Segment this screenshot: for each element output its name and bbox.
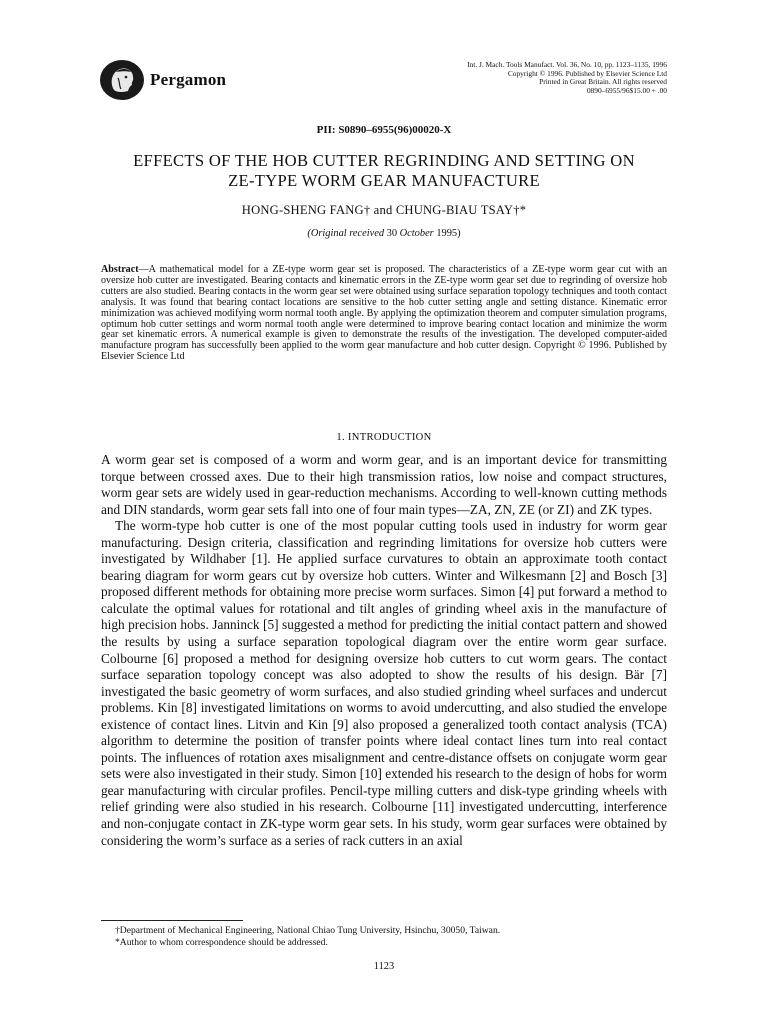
footnote-correspondence: *Author to whom correspondence should be addressed. (115, 936, 328, 948)
pii: PII: S0890–6955(96)00020-X (316, 124, 452, 136)
authors: HONG-SHENG FANG† and CHUNG-BIAU TSAY†* (241, 203, 527, 217)
received-date (0, 228, 768, 239)
paper-title (60, 151, 708, 191)
journal-issn: 0890–6955/96$15.00 + .00 (586, 86, 667, 96)
publisher-logo (100, 60, 226, 100)
received-month: October (399, 228, 434, 239)
abstract (101, 265, 667, 363)
section-heading: 1. INTRODUCTION (336, 432, 432, 443)
paragraph: The worm-type hob cutter is one of the most popular cutting tools used in industry for worm gear manufacturing. Design criteria, classification and regrinding limitations for oversize hob cutters were investigated by Wildhaber [1]. He applied surface curvatures to obtain an approximate tooth contact bearing diagram for worm gears cut by oversize hob cutters. Winter and Wilkesmann [2] and Bosch [3] proposed different methods for obtaining more precise worm surfaces. Simon [4] put forward a method to calculate the optimal values for rotational and tilt angles of grinding wheel axis in the manufacture of high precision hobs. Janninck [5] suggested a method for predicting the initial contact pattern and showed the results by using a surface separation topological diagram over the entire worm gear surface. Colbourne [6] proposed a method for designing oversize hob cutters to cut worm gears. The contact surface separation topology concept was also adopted to show the results of his design. Bär [7] investigated the basic geometry of worm surfaces, and also studied grinding wheel surfaces and undercut problems. Kin [8] investigated limitations on worms to avoid undercutting, and also studied the envelope existence of contact lines. Litvin and Kin [9] also proposed a generalized tooth contact analysis (TCA) algorithm to determine the position of transfer points where ideal contact lines turn into real contact points. The influences of rotation axes misalignment and centre-distance offsets on conjugate worm gear sets were also investigated in their study. Simon [10] extended his research to the design of hobs for worm gear manufacturing with circular profiles. Pencil-type milling cutters and disk-type grinding wheels with relief grinding were also studied in his research. Colbourne [11] investigated undercutting, interference and non-conjugate contact in ZK-type worm gear sets. In his study, worm gear surfaces were obtained by considering the worm’s surface as a series of rack cutters in an axial (101, 518, 667, 848)
footnote-affiliation: †Department of Mechanical Engineering, National Chiao Tung University, Hsinchu, 30050, Taiwan. (115, 925, 501, 936)
title-line: ZE-TYPE WORM GEAR MANUFACTURE (228, 171, 540, 190)
received-prefix: (Original received (307, 228, 385, 239)
pergamon-head-icon (100, 60, 144, 100)
paragraph: A worm gear set is composed of a worm and worm gear, and is an important device for transmitting torque between crossed axes. Due to their high transmission ratios, low noise and compact structures, worm gear sets are widely used in gear-reduction mechanisms. According to well-known cutting methods and DIN standards, worm gear sets fall into one of four main types—ZA, ZN, ZE (or ZI) and ZK types. (101, 452, 667, 517)
journal-copyright: Copyright © 1996. Published by Elsevier Science Ltd (507, 68, 667, 78)
received-year: 1995) (436, 228, 461, 239)
journal-printed: Printed in Great Britain. All rights reserved (539, 77, 667, 87)
title-line: EFFECTS OF THE HOB CUTTER REGRINDING AND SETTING ON (133, 151, 635, 170)
body-text (101, 452, 667, 849)
journal-citation: Int. J. Mach. Tools Manufact. Vol. 36, No. 10, pp. 1123–1135, 1996 (467, 60, 667, 69)
abstract-text: —A mathematical model for a ZE-type worm gear set is proposed. The characteristics of a ZE-type worm gear cut with an oversize hob cutter are investigated. Bearing contacts and kinematic errors in the ZE-type worm gear set due to regrinding of oversize hob cutters are also studied. Bearing contacts in the worm gear set were obtained using surface separation topology techniques and tooth contact analysis. It was found that bearing contact locations are sensitive to the hob cutter setting angle and setting distance. Kinematic error minimization was achieved modifying worm normal tooth angle. By applying the optimization theorem and computer simulation programs, optimum hob cutter settings and worm normal tooth angle were determined to improve bearing contact location and minimize the worm gear set kinematic errors. A numerical example is given to demonstrate the results of the investigation. The developed computer-aided manufacture program has successfully been applied to the worm gear manufacture and hob cutter design. Copyright © 1996. Published by Elsevier Science Ltd (101, 264, 667, 363)
page-number: 1123 (373, 961, 395, 972)
journal-info (367, 61, 667, 96)
footnotes (101, 925, 667, 948)
footnote-divider (101, 920, 243, 921)
publisher-name: Pergamon (150, 70, 227, 89)
abstract-heading: Abstract (101, 264, 139, 275)
received-day: 30 (386, 228, 398, 239)
